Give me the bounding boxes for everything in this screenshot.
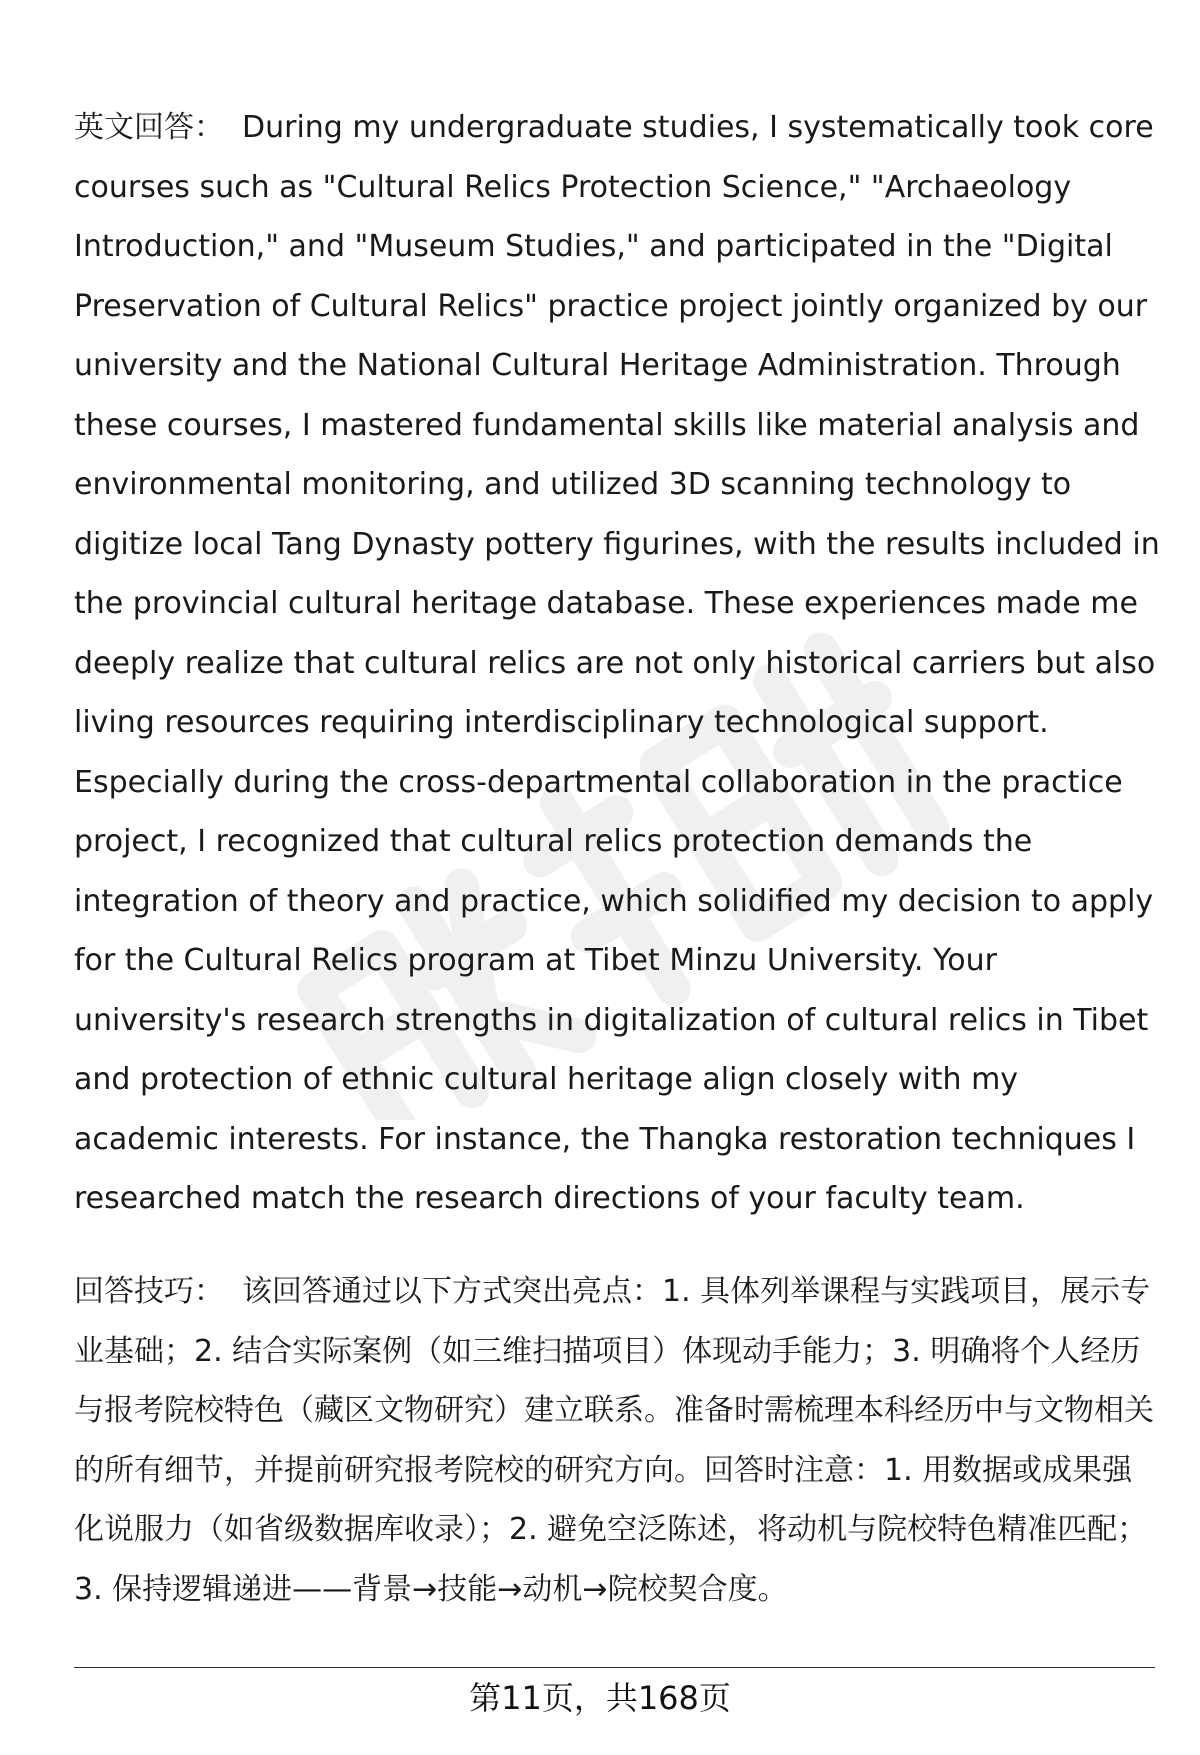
english-answer-label: 英文回答： [74,110,224,145]
answer-tips-paragraph [74,1262,1160,1619]
footer-divider [74,1667,1155,1668]
page-number: 第11页，共168页 [469,1679,731,1717]
answer-tips-text: 该回答通过以下方式突出亮点：1. 具体列举课程与实践项目，展示专业基础；2. 结合实际案例（如三维扫描项目）体现动手能力；3. 明确将个人经历与报考院校特色（藏区文物研究）建立联系。准备时需梳理本科经历中与文物相关的所有细节，并提前研究报考院校的研究方向。回答时注意：1. 用数据或成果强化说服力（如省级数据库收录）；2. 避免空泛陈述，将动机与院校特色精准匹配；3. 保持逻辑递进——背景→技能→动机→院校契合度。 [74,1274,1154,1607]
english-answer-paragraph [74,98,1160,1229]
english-answer-text: During my undergraduate studies, I systematically took core courses such as "Cultural Relics Protection Science," "Archaeology Introduction," and "Museum Studies," and participated in the "Digital Preservation of Cultural Relics" practice project jointly organized by our university and the National Cultural Heritage Administration. Through these courses, I mastered fundamental skills like material analysis and environmental monitoring, and utilized 3D scanning technology to digitize local Tang Dynasty pottery figurines, with the results included in the provincial cultural heritage database. These experiences made me deeply realize that cultural relics are not only historical carriers but also living resources requiring interdisciplinary technological support. Especially during the cross-departmental collaboration in the practice project, I recognized that cultural relics protection demands the integration of theory and practice, which solidified my decision to apply for the Cultural Relics program at Tibet Minzu University. Your university's research strengths in digitalization of cultural relics in Tibet and protection of ethnic cultural heritage align closely with my academic interests. For instance, the Thangka restoration techniques I researched match the research directions of your faculty team. [74,110,1160,1216]
answer-tips-label: 回答技巧： [74,1274,224,1309]
